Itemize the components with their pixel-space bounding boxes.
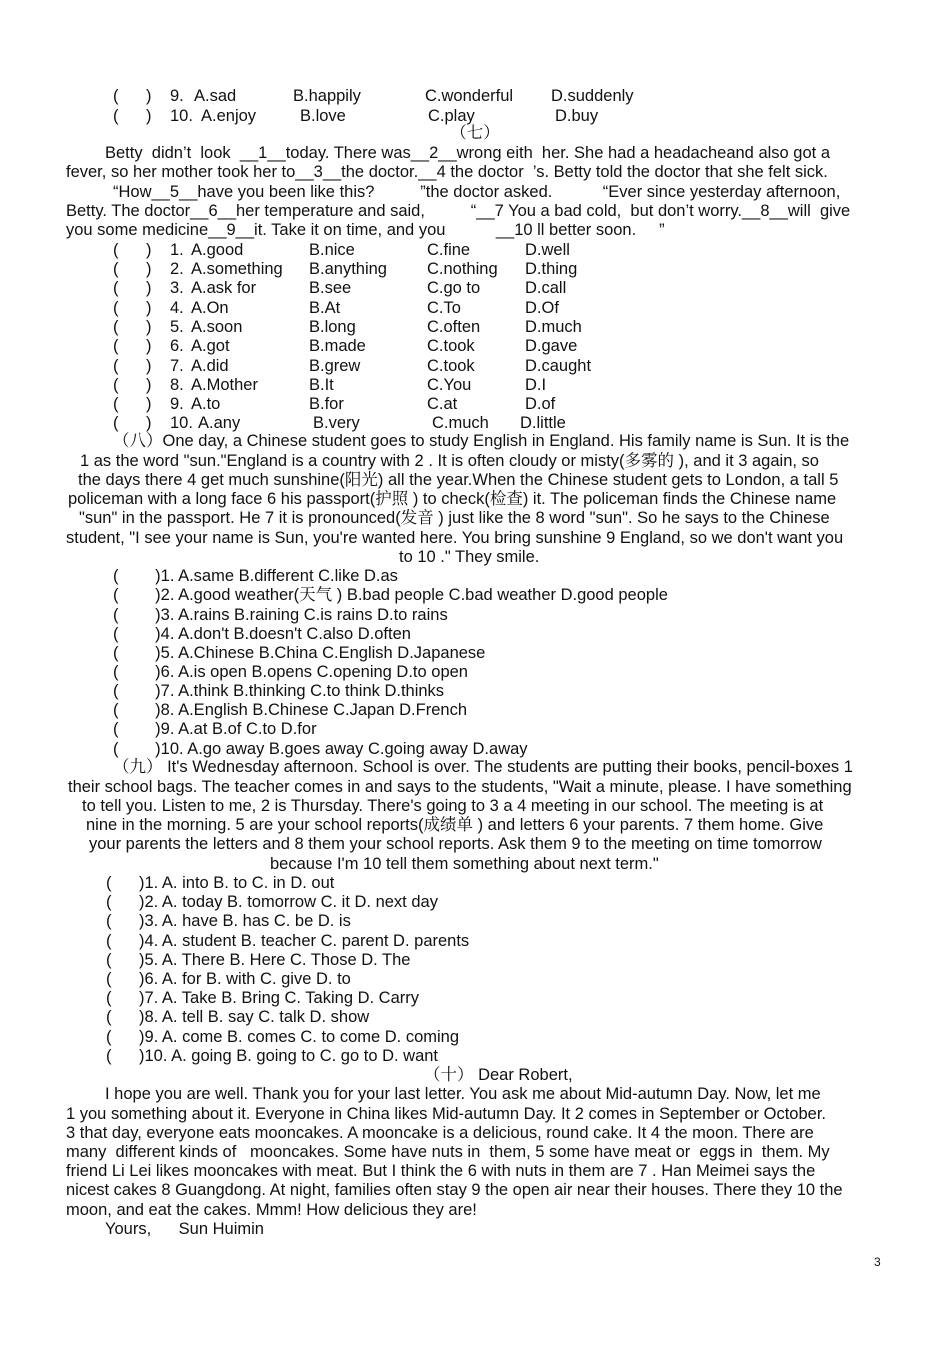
option-d: D.thing — [525, 260, 578, 278]
passage-line: your parents the letters and 8 them your school reports. Ask them 9 to the meeting on time tomorrow — [89, 835, 822, 853]
option-d: D.suddenly — [551, 87, 634, 105]
option-row: ( )4. A.don't B.doesn't C.also D.often — [113, 625, 411, 643]
passage-line: Betty didn’t look __1__today. There was__2__wrong eith her. She had a headacheand also got a — [105, 144, 830, 162]
option-row: ( )1. A.same B.different C.like D.as — [113, 567, 398, 585]
passage-line: to tell you. Listen to me, 2 is Thursday. There's going to 3 a 4 meeting in our school. The meeting is at — [82, 797, 824, 815]
option-c: C.go to — [427, 279, 481, 297]
option-row: ( )5. A.Chinese B.China C.English D.Japanese — [113, 644, 486, 662]
option-c: C.wonderful — [425, 87, 514, 105]
passage-line: student, "I see your name is Sun, you're wanted here. You bring sunshine 9 England, so we don't want you — [66, 529, 844, 547]
option-c: C.often — [427, 318, 481, 336]
option-row: ( )10. A. going B. going to C. go to D. want — [106, 1047, 439, 1065]
option-number: 9. — [170, 395, 184, 413]
option-b: B.for — [309, 395, 344, 413]
option-d: D.much — [525, 318, 582, 336]
passage-line: “How__5__have you been like this? ”the doctor asked. “Ever since yesterday afternoon, — [113, 183, 841, 201]
option-paren: ( ) — [113, 279, 152, 297]
option-d: D.caught — [525, 357, 592, 375]
option-b: B.long — [309, 318, 356, 336]
option-paren: ( ) — [113, 299, 152, 317]
option-number: 1. — [170, 241, 184, 259]
option-b: B.anything — [309, 260, 387, 278]
option-row: ( )2. A.good weather(天气 ) B.bad people C.bad weather D.good people — [113, 586, 668, 604]
option-row: ( )9. A.at B.of C.to D.for — [113, 720, 317, 738]
option-paren: ( ) — [113, 414, 152, 432]
option-row: ( )3. A.rains B.raining C.is rains D.to rains — [113, 606, 448, 624]
option-c: C.You — [427, 376, 472, 394]
option-row: ( )1. A. into B. to C. in D. out — [106, 874, 335, 892]
passage-line: policeman with a long face 6 his passport(护照 ) to check(检查) it. The policeman finds the Chinese name — [68, 490, 837, 508]
letter-line: nicest cakes 8 Guangdong. At night, families often stay 9 the open air near their houses. There they 10 the — [66, 1181, 843, 1199]
option-row: ( )4. A. student B. teacher C. parent D. parents — [106, 932, 470, 950]
passage-line: because I'm 10 tell them something about next term." — [270, 855, 659, 873]
passage-line: 1 as the word "sun."England is a country with 2 . It is often cloudy or misty(多雾的 ), and it 3 again, so — [80, 452, 819, 470]
option-d: D.of — [525, 395, 556, 413]
option-paren: ( ) — [113, 395, 152, 413]
passage-line: the days there 4 get much sunshine(阳光) all the year.When the Chinese student gets to London, a tall 5 — [78, 471, 839, 489]
option-a: A.good — [191, 241, 244, 259]
passage-line: to 10 ." They smile. — [399, 548, 540, 566]
option-d: D.little — [520, 414, 566, 432]
letter-closing: Yours, Sun Huimin — [105, 1220, 264, 1238]
option-b: B.At — [309, 299, 341, 317]
option-row: ( )5. A. There B. Here C. Those D. The — [106, 951, 411, 969]
option-paren: ( ) — [113, 357, 152, 375]
option-paren: ( ) — [113, 260, 152, 278]
passage-line: you some medicine__9__it. Take it on time, and you __10 ll better soon. ” — [66, 221, 665, 239]
option-row: ( )3. A. have B. has C. be D. is — [106, 912, 351, 930]
option-row: ( )6. A.is open B.opens C.opening D.to open — [113, 663, 468, 681]
option-a: A.soon — [191, 318, 243, 336]
option-a: A.On — [191, 299, 229, 317]
passage-line: "sun" in the passport. He 7 it is pronounced(发音 ) just like the 8 word "sun". So he says to the Chinese — [79, 509, 830, 527]
option-paren: ( ) — [113, 241, 152, 259]
option-a: A.to — [191, 395, 221, 413]
option-number: 9. — [170, 87, 184, 105]
option-paren: ( ) — [113, 107, 152, 125]
option-c: C.fine — [427, 241, 471, 259]
option-d: D.gave — [525, 337, 578, 355]
option-number: 3. — [170, 279, 184, 297]
option-b: B.nice — [309, 241, 355, 259]
option-a: A.did — [191, 357, 229, 375]
option-a: A.Mother — [191, 376, 258, 394]
option-a: A.ask for — [191, 279, 257, 297]
letter-line: friend Li Lei likes mooncakes with meat. But I think the 6 with nuts in them are 7 . Han Meimei says the — [66, 1162, 816, 1180]
option-d: D.well — [525, 241, 570, 259]
option-b: B.grew — [309, 357, 361, 375]
option-b: B.very — [313, 414, 360, 432]
option-c: C.took — [427, 357, 475, 375]
passage-line: nine in the morning. 5 are your school reports(成绩单 ) and letters 6 your parents. 7 them home. Give — [86, 816, 824, 834]
option-row: ( )8. A. tell B. say C. talk D. show — [106, 1008, 370, 1026]
option-a: A.enjoy — [201, 107, 257, 125]
option-b: B.love — [300, 107, 346, 125]
passage-line: fever, so her mother took her to__3__the doctor.__4 the doctor ’s. Betty told the doctor that she felt sick. — [66, 163, 828, 181]
option-d: D.I — [525, 376, 547, 394]
option-c: C.To — [427, 299, 461, 317]
option-row: ( )6. A. for B. with C. give D. to — [106, 970, 351, 988]
passage-line: （九） It's Wednesday afternoon. School is over. The students are putting their books, pencil-boxes 1 — [113, 758, 853, 776]
option-c: C.at — [427, 395, 458, 413]
letter-line: 1 you something about it. Everyone in China likes Mid-autumn Day. It 2 comes in September or October. — [66, 1105, 826, 1123]
page-number: 3 — [874, 1255, 881, 1269]
option-row: ( )10. A.go away B.goes away C.going away D.away — [113, 740, 528, 758]
option-row: ( )8. A.English B.Chinese C.Japan D.French — [113, 701, 467, 719]
option-a: A.sad — [194, 87, 237, 105]
option-c: C.nothing — [427, 260, 498, 278]
option-row: ( )7. A. Take B. Bring C. Taking D. Carry — [106, 989, 420, 1007]
option-c: C.took — [427, 337, 475, 355]
option-number: 5. — [170, 318, 184, 336]
option-number: 4. — [170, 299, 184, 317]
passage-line: Betty. The doctor__6__her temperature and said, “__7 You a bad cold, but don’t worry.__8__will give — [66, 202, 851, 220]
letter-line: moon, and eat the cakes. Mmm! How delicious they are! — [66, 1201, 477, 1219]
section-heading: （十） Dear Robert, — [424, 1066, 573, 1084]
option-row: ( )2. A. today B. tomorrow C. it D. next day — [106, 893, 438, 911]
option-row: ( )7. A.think B.thinking C.to think D.thinks — [113, 682, 445, 700]
option-b: B.It — [309, 376, 334, 394]
option-number: 6. — [170, 337, 184, 355]
option-paren: ( ) — [113, 318, 152, 336]
letter-line: many different kinds of mooncakes. Some have nuts in them, 5 some have meat or eggs in them. My — [66, 1143, 830, 1161]
option-d: D.Of — [525, 299, 559, 317]
option-a: A.any — [198, 414, 241, 432]
option-a: A.got — [191, 337, 230, 355]
option-a: A.something — [191, 260, 283, 278]
option-number: 10. — [170, 107, 193, 125]
option-b: B.happily — [293, 87, 361, 105]
option-paren: ( ) — [113, 337, 152, 355]
option-c: C.much — [432, 414, 489, 432]
option-row: ( )9. A. come B. comes C. to come D. coming — [106, 1028, 460, 1046]
option-c: C.play — [428, 107, 475, 125]
option-d: D.buy — [555, 107, 599, 125]
option-number: 8. — [170, 376, 184, 394]
option-number: 10. — [170, 414, 193, 432]
option-paren: ( ) — [113, 376, 152, 394]
option-number: 2. — [170, 260, 184, 278]
section-heading: （七） — [450, 124, 500, 142]
option-b: B.see — [309, 279, 352, 297]
letter-line: 3 that day, everyone eats mooncakes. A mooncake is a delicious, round cake. It 4 the moon. There are — [66, 1124, 814, 1142]
option-d: D.call — [525, 279, 567, 297]
option-paren: ( ) — [113, 87, 152, 105]
option-b: B.made — [309, 337, 366, 355]
letter-line: I hope you are well. Thank you for your last letter. You ask me about Mid-autumn Day. Now, let me — [105, 1085, 821, 1103]
passage-line: their school bags. The teacher comes in and says to the students, "Wait a minute, please. I have something — [68, 778, 852, 796]
option-number: 7. — [170, 357, 184, 375]
passage-line: （八）One day, a Chinese student goes to study English in England. His family name is Sun. It is the — [113, 432, 850, 450]
